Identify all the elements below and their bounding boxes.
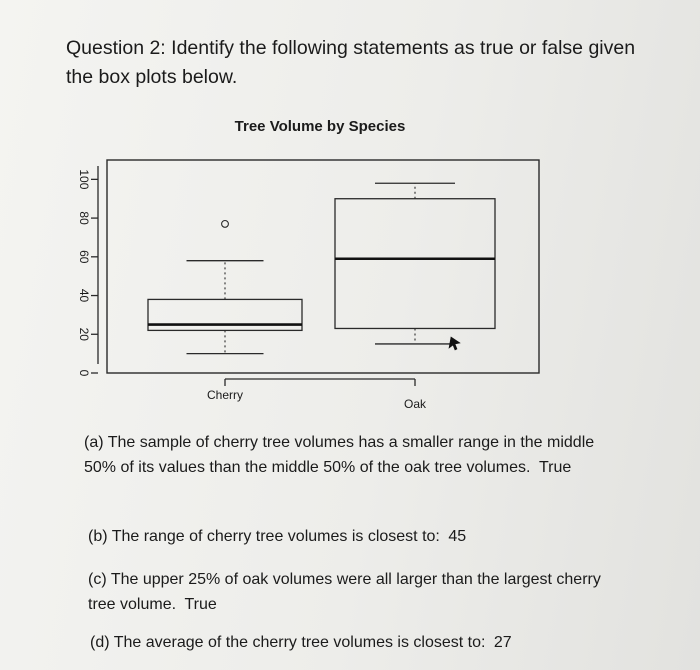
answer-b-text: (b) The range of cherry tree volumes is closest to: (88, 528, 440, 545)
answer-d (90, 630, 610, 655)
x-tick-label-cherry: Cherry (206, 388, 244, 402)
y-tick-label: 100 (77, 169, 91, 190)
answer-b (88, 524, 608, 549)
box-plot-chart (60, 108, 560, 428)
answer-c (88, 567, 618, 617)
y-tick-label: 80 (77, 211, 91, 225)
answer-d-value: 27 (493, 634, 512, 651)
plot-frame (107, 160, 539, 373)
y-axis-ticks (77, 169, 98, 376)
y-tick-label: 40 (77, 288, 91, 303)
answer-c-text: (c) The upper 25% of oak volumes were all larger than the largest cherry tree volume. (88, 571, 601, 613)
y-tick-label: 0 (77, 369, 91, 377)
question-title: Question 2: Identify the following statements as true or false given the box plots below. (66, 37, 636, 88)
answer-d-text: (d) The average of the cherry tree volumes is closest to: (90, 634, 486, 651)
answer-a (84, 430, 604, 480)
box-cherry (148, 221, 302, 354)
answer-a-value: True (538, 459, 572, 476)
y-tick-label: 20 (77, 327, 91, 341)
chart-title: Tree Volume by Species (234, 118, 406, 135)
answer-b-value: 45 (448, 528, 467, 545)
box-oak (335, 183, 495, 344)
box-oak-iqr (335, 199, 495, 329)
box-cherry-outlier (222, 221, 229, 228)
answer-a-text: (a) The sample of cherry tree volumes has a smaller range in the middle 50% of its values than the middle 50% of the oak tree volumes. (84, 434, 595, 476)
x-axis-ticks (207, 379, 427, 411)
x-tick-label-oak: Oak (403, 397, 427, 411)
box-plot-svg (60, 108, 560, 428)
y-tick-label: 60 (77, 250, 91, 264)
cursor-arrow-icon (449, 337, 460, 350)
box-series (148, 183, 495, 353)
answer-c-value: True (184, 596, 217, 613)
